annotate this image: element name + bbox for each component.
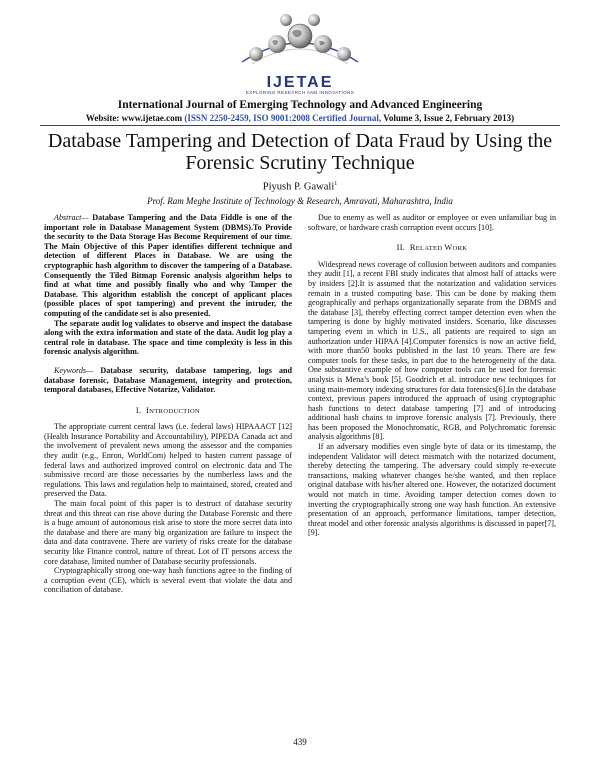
journal-name: International Journal of Emerging Technology and Advanced Engineering: [117, 99, 483, 111]
logo-name: IJETAE: [266, 74, 334, 91]
keywords-body: Database security, database tampering, logs and database forensic, Database Management, integrity and protection, temporal databases, Effective Notarize, Validator.: [44, 365, 292, 395]
left-column: [44, 213, 292, 595]
author-name: Piyush P. Gawali: [262, 181, 335, 193]
section2-first1: R: [409, 243, 416, 253]
related-work-paragraph-2: If an adversary modifies even single byte of data or its timestamp, the independent Validator will detect mismatch with the notarized document, thereby detecting the tampering. The adversary could simply re-execute transactions, making whatever changes he/she wanted, and then replace original database with his/her altered one. However, the notarized document would not match in time. Avoiding tamper detection comes down to inverting the cryptographically strong one way hash function. An extensive presentation of an approach, performance limitations, tamper detection, threat model and other forensic analysis algorithms is discussed in paper[7],[9].: [308, 442, 556, 538]
section1-first: I: [146, 405, 150, 415]
journal-logo: [222, 4, 378, 94]
author-affiliation: Prof. Ram Meghe Institute of Technology & Research, Amravati, Maharashtra, India: [147, 196, 453, 206]
abstract-paragraph-2: The separate audit log validates to observe and inspect the database along with the extra information and state of the data. Audit log play a central role in database. The space and time complexity is less in this forensic analysis algorithm.: [44, 318, 292, 357]
keywords-lead: Keywords—: [54, 365, 94, 375]
author-superscript: 1: [334, 181, 338, 187]
right-column: [308, 213, 556, 538]
section-heading-related-work: [308, 243, 556, 254]
paper-title: Database Tampering and Detection of Data Fraud by Using the Forensic Scrutiny Technique: [47, 130, 553, 174]
abstract-paragraph: [44, 213, 292, 319]
section2-first2: W: [444, 243, 453, 253]
section2-rest2: ORK: [452, 245, 468, 253]
author-line: [0, 181, 600, 193]
logo-tagline: EXPLORING RESEARCH AND INNOVATIONS: [245, 90, 355, 95]
keywords-paragraph: [44, 366, 292, 395]
abstract-body: Database Tampering and the Data Fiddle is one of the important role in Database Management System (DBMS).To Provide the security to the Data Storage Has Become Requirement of our time. The Main Objective of this Paper identifies different technique and detection of different Places in Database. We are using the cryptographic hash algorithm to discover the tampering of a Database. Consequently the Tiled Bitmap Forensic analysis algorithm helps to find at what time and possibly finally who and why Tamper the Database. This algorithm establish the concept of applicant places (possible places of spot tampering) and prevent the intruder, the computing of the candidate set is also presented.: [44, 213, 292, 318]
journal-website-line: [0, 113, 600, 123]
header-divider: [40, 125, 560, 126]
page-number: 439: [293, 737, 307, 747]
globe-logo-icon: [222, 4, 378, 76]
section2-number: II.: [396, 243, 406, 253]
intro-paragraph-2: The main focal point of this paper is to destruct of database security threat and this threat can rise above during the Database Forensic and there is a huge amount of autonomous risk arise to store the more secret data into the database and there are many big organization are failure to inspect the data and data contravene. There are variety of risks create for the database security like Finance control, nature of threat. Lot of IT persons access the core database, limited number of Database security professionals.: [44, 499, 292, 566]
website-issn: (ISSN 2250-2459, ISO 9001:2008 Certified Journal,: [184, 113, 382, 123]
section1-rest: NTRODUCTION: [149, 407, 201, 415]
section-heading-introduction: [44, 406, 292, 417]
intro-paragraph-4: Due to enemy as well as auditor or employee or even unfamiliar bug in software, or hardware crash corruption event occurs [10].: [308, 213, 556, 232]
intro-paragraph-1: The appropriate current central laws (i.e. federal laws) HIPAAACT [12] (Health Insurance Portability and Accountability), PIPEDA Canada act and the involvement of prevalent news among the assessor and the companies they audit (e.g., Enron, WorldCom) helped to hasten current passage of federal laws and authorized improved control on electronic data and The submissive record are those necessaries by the numberless laws and the regulations. This laws and regulation help to maintained, stored, created and preserved the Data.: [44, 422, 292, 499]
section1-number: I.: [135, 405, 142, 415]
intro-paragraph-3: Cryptographically strong one-way hash functions agree to the finding of a corruption event (CE), which is several event that violate the data and conciliation of database.: [44, 566, 292, 595]
website-label: Website: www.ijetae.com: [85, 113, 183, 123]
website-volume: Volume 3, Issue 2, February 2013): [383, 113, 515, 123]
related-work-paragraph-1: Widespread news coverage of collusion between auditors and companies they audit [1], a recent FBI study indicates that almost half of attacks were by insiders [2].It is assumed that the notarization and validation services remain in a trusted computing base. This can be done by making them geographically and perhaps organizationally separate from the DBMS and the database [3], thereby effecting correct tamper detection even when the tampering is done by highly motivated insiders. Scenario, like discusses tampering event in which in U.S., all patients are required to sign an authorization under HIPAA [4].Computer forensics is now an active field, with more than50 books published in the last 10 years. There are few computer tools for these tasks, in part due to the heterogeneity of the data. One substantive example of how computer tools can be used for forensic analysis is Mena’s book [5]. Goodrich et al. introduce new techniques for using main-memory indexing structures for data forensics[6].In the database context, previous papers introduced the approach of using cryptographic hash functions to detect database tampering [7] and of introducing additional hash chains to improve forensic analysis [7]. Previously, there has been proposed the Monochromatic, RGB, and Polychromatic forensic analysis algorithms [8].: [308, 259, 556, 442]
section2-rest1: ELATED: [415, 245, 445, 253]
abstract-lead: Abstract—: [54, 213, 89, 222]
